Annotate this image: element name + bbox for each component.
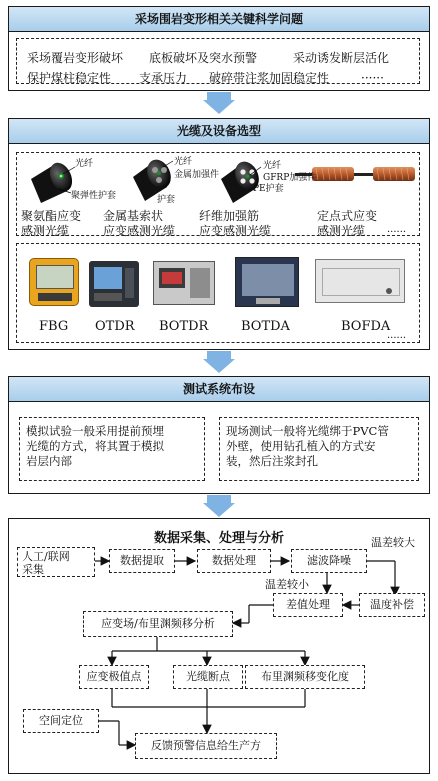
panel-data-analysis — [8, 518, 430, 774]
node-spatial-locate: 空间定位 — [23, 709, 99, 733]
otdr-device-icon — [89, 261, 139, 307]
bofda-device-icon — [315, 259, 405, 303]
fbg-device-icon — [29, 258, 79, 306]
fiber-reinforced-cable-icon — [221, 158, 263, 203]
flow-arrow-icon — [203, 100, 235, 114]
panel-title: 数据采集、处理与分析 — [153, 531, 284, 546]
flow-arrow-shaft — [207, 92, 231, 100]
field-test-line: 装，然后注浆封孔 — [226, 454, 318, 468]
panel-key-problems — [8, 6, 430, 91]
node-feedback: 反馈预警信息给生产方 — [135, 733, 277, 759]
problem-item: 保护煤柱稳定性 — [27, 71, 112, 85]
flow-arrow-icon — [203, 359, 235, 373]
cable-part-label: 光纤 — [174, 157, 193, 167]
node-extract: 数据提取 — [109, 549, 175, 573]
cable-more: ······ — [387, 227, 407, 238]
field-test-line: 现场测试一般将光缆绑于PVC管 — [226, 424, 389, 438]
problem-more: ······ — [361, 71, 384, 85]
lab-test-line: 模拟试验一般采用提前预埋 — [26, 424, 164, 438]
cable-part-label: 聚弹性护套 — [71, 191, 117, 201]
node-brillouin-change: 布里渊频移变化度 — [245, 665, 365, 689]
node-strain-extreme: 应变极值点 — [79, 665, 149, 689]
cable-name: 定点式应变 感测光缆 — [317, 209, 378, 238]
cable-part-label: 光纤 — [75, 159, 94, 169]
polyurethane-cable-icon — [31, 159, 76, 203]
botdr-device-icon — [153, 261, 215, 305]
node-analysis: 应变场/布里渊频移分析 — [83, 611, 233, 637]
device-label: BOTDR — [159, 319, 209, 334]
device-label: BOTDA — [241, 319, 290, 334]
node-acquire: 人工/联网 采集 — [17, 547, 95, 577]
field-test-box — [219, 417, 419, 481]
cable-part-label: 金属加强件 — [174, 170, 220, 180]
node-temp-compensation: 温度补偿 — [359, 593, 425, 617]
node-diff: 差值处理 — [273, 593, 343, 617]
cable-part-label: GFRP加强件 — [263, 173, 317, 183]
flow-arrow-shaft — [207, 495, 231, 503]
label-temp-large: 温差较大 — [371, 536, 415, 549]
node-filter: 滤波降噪 — [291, 549, 367, 573]
problem-item: 采动诱发断层活化 — [293, 51, 390, 65]
panel-cable-selection — [8, 118, 430, 350]
panel-title: 采场围岩变形相关关键科学问题 — [9, 7, 429, 32]
problem-item: 底板破坏及突水预警 — [149, 51, 258, 65]
device-label: FBG — [39, 319, 69, 334]
device-label: BOFDA — [341, 319, 391, 334]
cable-name: 纤维加强筋 应变感测光缆 — [199, 209, 272, 238]
field-test-line: 外壁，使用钻孔植入的方式安 — [226, 439, 376, 453]
node-process: 数据处理 — [197, 549, 271, 573]
cable-part-label: 光纤 — [263, 161, 282, 171]
flow-arrow-icon — [203, 503, 235, 517]
cable-part-label: PE护套 — [253, 184, 284, 194]
cable-name: 金属基索状 应变感测光缆 — [103, 209, 176, 238]
device-label: OTDR — [95, 319, 135, 334]
problem-item: 支承压力 — [139, 71, 188, 85]
problem-item: 破碎带注浆加固稳定性 — [209, 71, 330, 85]
problem-item: 采场覆岩变形破坏 — [27, 51, 124, 65]
cable-part-label: 护套 — [157, 195, 176, 205]
cable-name: 聚氨酯应变 感测光缆 — [21, 209, 82, 238]
lab-test-box — [19, 417, 205, 481]
panel-title: 光缆及设备选型 — [9, 119, 429, 144]
device-more: ······ — [387, 333, 407, 344]
lab-test-line: 岩层内部 — [26, 454, 72, 468]
lab-test-line: 光缆的方式，将其置于模拟 — [26, 439, 164, 453]
flow-arrow-shaft — [207, 351, 231, 359]
panel-system-layout — [8, 376, 430, 494]
node-cable-break: 光缆断点 — [173, 665, 243, 689]
panel-title: 测试系统布设 — [9, 377, 429, 402]
label-temp-small: 温差较小 — [265, 578, 309, 591]
botda-device-icon — [235, 257, 299, 307]
